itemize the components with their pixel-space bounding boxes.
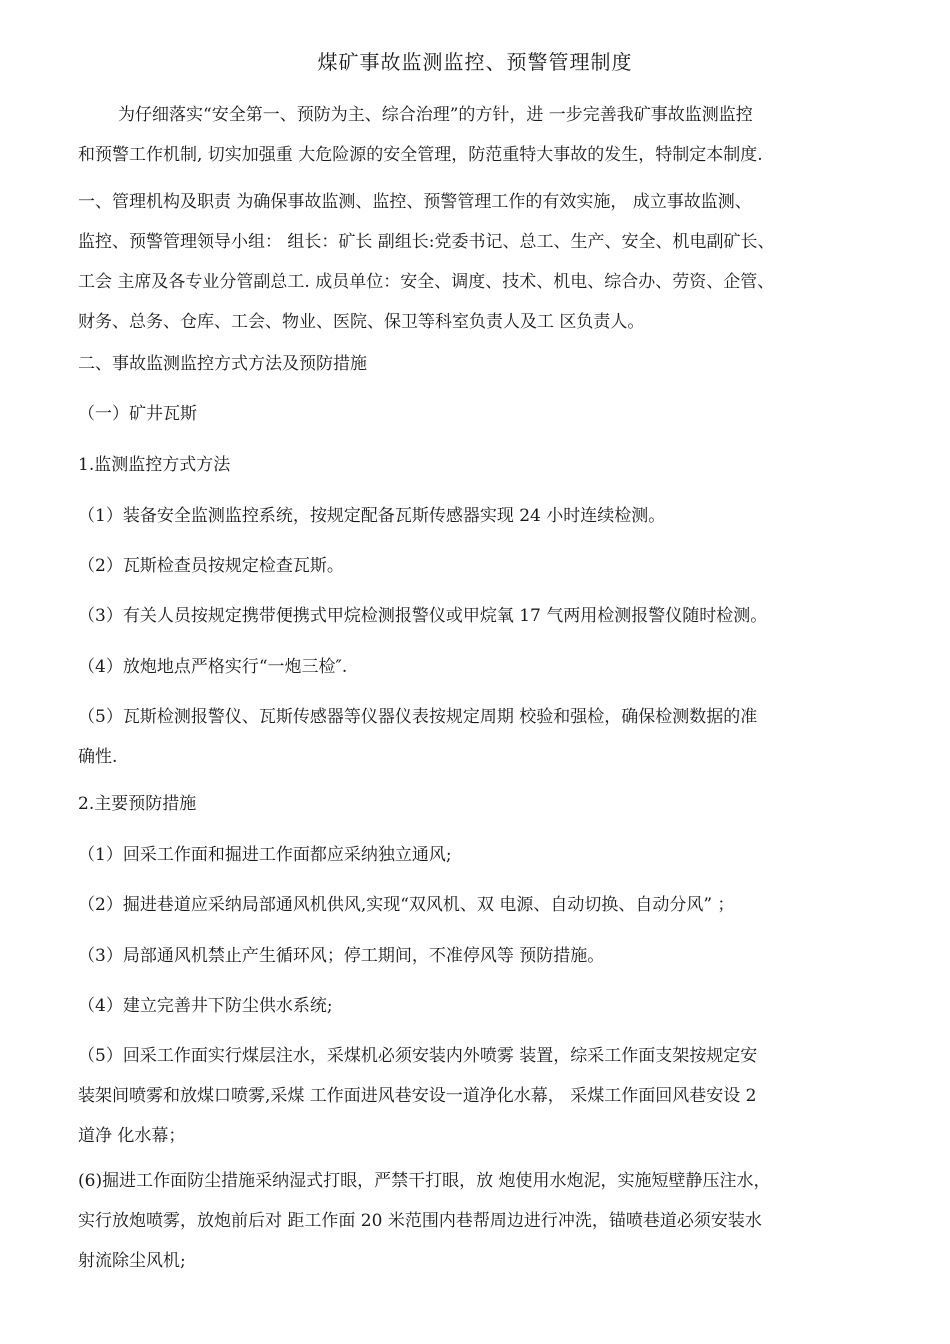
section-heading <box>78 344 878 384</box>
text-line: （5）瓦斯检测报警仪、瓦斯传感器等仪器仪表按规定周期 校验和强检，确保检测数据的准 <box>78 707 758 727</box>
list-item <box>78 885 878 925</box>
text-line: （4）放炮地点严格实行“一炮三检″. <box>78 657 348 677</box>
subsection-heading <box>78 784 878 824</box>
text-line: 实行放炮喷雾，放炮前后对 距工作面 20 米范围内巷帮周边进行冲洗，锚喷巷道必须安装水 <box>78 1211 762 1231</box>
text-line: （5）回采工作面实行煤层注水，采煤机必须安装内外喷雾 装置，综采工作面支架按规定安 <box>78 1046 758 1066</box>
text-line: 道净 化水幕； <box>78 1126 186 1146</box>
text-line: （一）矿井瓦斯 <box>78 404 197 424</box>
list-item <box>78 1036 878 1156</box>
text-line: 射流除尘风机; <box>78 1251 186 1271</box>
list-item <box>78 1161 878 1281</box>
text-line: （3）局部通风机禁止产生循环风；停工期间，不准停风等 预防措施。 <box>78 946 605 966</box>
paragraph-intro <box>78 95 878 175</box>
text-line: 2.主要预防措施 <box>78 794 197 814</box>
list-item <box>78 546 878 586</box>
paragraph-organization <box>78 182 878 342</box>
text-line: 和预警工作机制, 切实加强重 大危险源的安全管理，防范重特大事故的发生，特制定本制度. <box>78 145 763 165</box>
list-item <box>78 936 878 976</box>
text-line: （1）回采工作面和掘进工作面都应采纳独立通风; <box>78 845 452 865</box>
text-line: （2）瓦斯检查员按规定检查瓦斯。 <box>78 556 344 576</box>
text-line: 二、事故监测监控方式方法及预防措施 <box>78 354 367 374</box>
list-item <box>78 647 878 687</box>
text-line: 1.监测监控方式方法 <box>78 455 231 475</box>
list-item <box>78 496 878 536</box>
subsection-heading <box>78 445 878 485</box>
text-line: (6)掘进工作面防尘措施采纳湿式打眼，严禁干打眼，放 炮使用水炮泥，实施短壁静压注水， <box>78 1171 771 1191</box>
text-line: 为仔细落实“安全第一、预防为主、综合治理”的方针，进 一步完善我矿事故监测监控 <box>118 105 753 125</box>
text-line: （1）装备安全监测监控系统，按规定配备瓦斯传感器实现 24 小时连续检测。 <box>78 506 666 526</box>
text-line: 装架间喷雾和放煤口喷雾,采煤 工作面进风巷安设一道净化水幕， 采煤工作面回风巷安设 2 <box>78 1086 757 1106</box>
list-item <box>78 697 878 777</box>
list-item <box>78 835 878 875</box>
text-line: （3）有关人员按规定携带便携式甲烷检测报警仪或甲烷氧 17 气两用检测报警仪随时检测。 <box>78 606 768 626</box>
text-line: 工会 主席及各专业分管副总工. 成员单位：安全、调度、技术、机电、综合办、劳资、企管、 <box>78 272 775 292</box>
text-line: 财务、总务、仓库、工会、物业、医院、保卫等科室负责人及工 区负责人。 <box>78 312 645 332</box>
list-item <box>78 596 878 636</box>
document-title: 煤矿事故监测监控、预警管理制度 <box>317 50 633 74</box>
text-line: （4）建立完善井下防尘供水系统; <box>78 996 333 1016</box>
text-line: 确性. <box>78 747 118 767</box>
text-line: 监控、预警管理领导小组： 组长：矿长 副组长:党委书记、总工、生产、安全、机电副矿长、 <box>78 232 775 252</box>
text-line: （2）掘进巷道应采纳局部通风机供风,实现“双风机、双 电源、自动切换、自动分风” ； <box>78 895 735 915</box>
subsection-heading <box>78 394 878 434</box>
list-item <box>78 986 878 1026</box>
text-line: 一、管理机构及职责 为确保事故监测、监控、预警管理工作的有效实施， 成立事故监测、 <box>78 192 752 212</box>
